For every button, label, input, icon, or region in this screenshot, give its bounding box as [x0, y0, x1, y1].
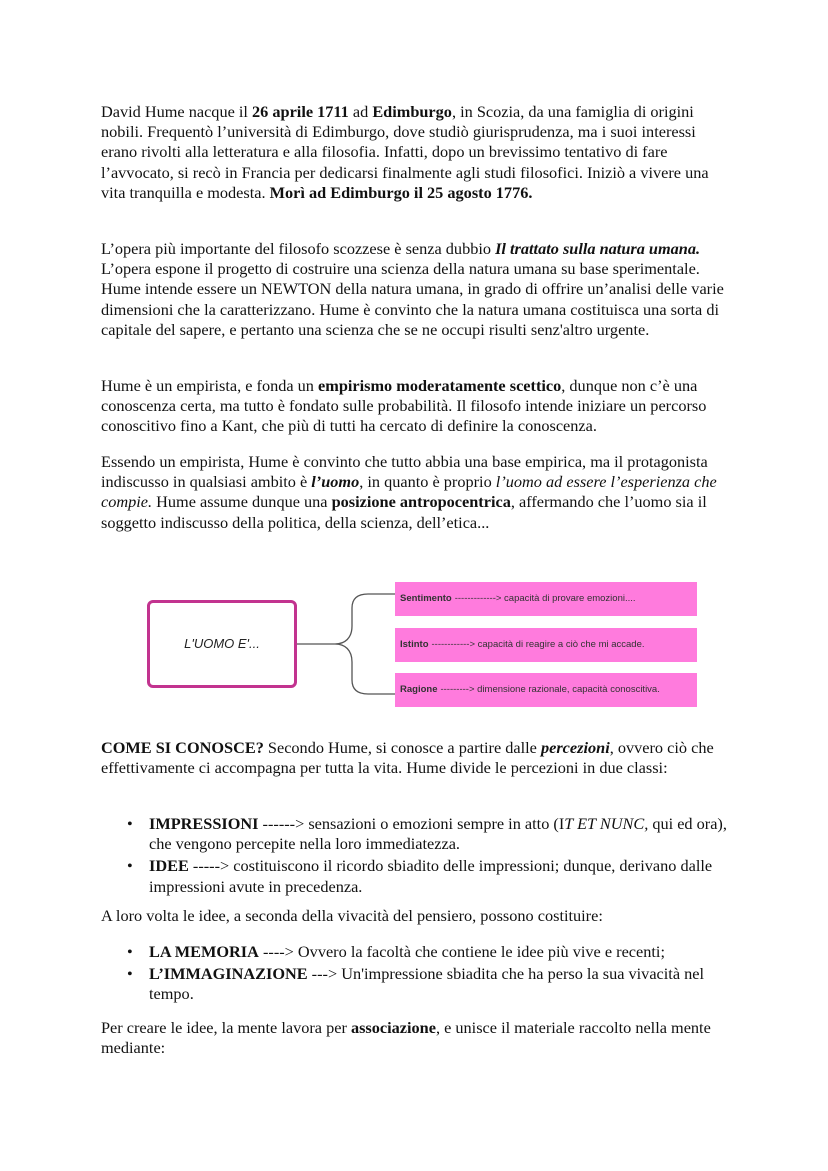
text: Essendo un empirista, Hume è convinto che tutto abbia una base empirica, ma il protagonista indiscusso in qualsiasi ambito è [101, 452, 708, 492]
term: L’IMMAGINAZIONE [149, 964, 308, 984]
branch-ragione [395, 673, 697, 707]
text: , affermando che l’uomo sia il soggetto indiscusso della politica, della scienza, dell’etica... [101, 492, 707, 532]
text: , e unisce il materiale raccolto nella mente mediante: [101, 1018, 711, 1058]
term: IMPRESSIONI [149, 814, 259, 833]
paragraph-man [101, 452, 733, 533]
emphasis: empirismo moderatamente scettico [318, 376, 562, 395]
paragraph-knowledge [101, 738, 733, 778]
emphasis: posizione antropocentrica [331, 492, 511, 512]
emphasis: percezioni [540, 738, 610, 757]
branch-istinto [395, 628, 697, 662]
text: ad [348, 102, 373, 121]
birth-place: Edimburgo [372, 102, 452, 121]
death-info: Morì ad Edimburgo il 25 agosto 1776. [269, 182, 533, 202]
center-node: L'UOMO E'... [147, 600, 297, 688]
text: Hume è un empirista, e fonda un [101, 376, 319, 395]
paragraph-empiricism [101, 376, 733, 437]
emphasis: l’uomo [311, 472, 360, 492]
text: , in quanto è proprio [359, 472, 496, 492]
ideas-list [101, 942, 733, 1007]
birth-date: 26 aprile 1711 [252, 102, 349, 121]
text: , dunque non c’è una conoscenza certa, ma tutto è fondato sulle probabilità. Il filosofo intende iniziare un percorso conoscitivo fino a Kant, che più di tutti ha cercato di definire la conoscenza. [101, 376, 707, 436]
text: qui ed ora), che vengono percepite nella loro immediatezza. [149, 814, 727, 854]
emphasis: l’uomo ad essere l’esperienza che compie. [101, 472, 717, 512]
emphasis: associazione [350, 1018, 436, 1037]
branch-label: Ragione [400, 683, 438, 695]
text: -----> costituiscono il ricordo sbiadito delle impressioni; dunque, derivano dalle impressioni avute in precedenza. [149, 856, 713, 896]
branch-text: ---------> dimensione razionale, capacità conoscitiva. [440, 683, 660, 695]
text: L’opera espone il progetto di costruire una scienza della natura umana su base sperimentale. Hume intende essere un NEWTON della natura umana, in grado di offrire un’analisi delle varie dimensioni che la caratterizzano. Hume è convinto che la natura umana costituisca una sorta di capitale del sapere, e pertanto una scienza che se ne occupi risulti senz'altro urgente. [101, 259, 724, 339]
text: Per creare le idee, la mente lavora per [101, 1018, 351, 1037]
text: ------> sensazioni o emozioni sempre in atto (I [258, 814, 565, 833]
heading: COME SI CONOSCE? [101, 738, 264, 757]
branch-sentimento [395, 582, 697, 616]
text: ---> Un'impressione sbiadita che ha perso la sua vivacità nel tempo. [149, 964, 705, 1004]
list-item [101, 942, 733, 962]
branch-label: Sentimento [400, 592, 452, 604]
paragraph-ideas: A loro volta le idee, a seconda della vivacità del pensiero, possono costituire: [101, 906, 603, 925]
paragraph-biography [101, 102, 733, 203]
list-item [101, 964, 733, 1004]
text: David Hume nacque il [101, 102, 253, 121]
text: , in Scozia, da una famiglia di origini nobili. Frequentò l’università di Edimburgo, dove studiò giurisprudenza, ma i suoi interessi erano rivolti alla letteratura e alla filosofia. Infatti, dopo un brevissimo tentativo di fare l’avvocato, si recò in Francia per dedicarsi finalmente agli studi filosofici. Iniziò a vivere una vita tranquilla e modesta. [101, 102, 709, 202]
list-item [101, 856, 733, 896]
work-title: Il trattato sulla natura umana. [495, 239, 701, 258]
emphasis: T ET NUNC, [564, 814, 649, 833]
term: LA MEMORIA [149, 942, 259, 961]
paragraph-association [101, 1018, 733, 1058]
term: IDEE [149, 856, 189, 876]
text: L’opera più importante del filosofo scozzese è senza dubbio [101, 239, 496, 258]
branch-text: ------------> capacità di reagire a ciò che mi accade. [431, 638, 645, 650]
paragraph-treatise [101, 239, 733, 340]
branch-text: -------------> capacità di provare emozioni.... [454, 592, 636, 604]
text: , ovvero ciò che effettivamente ci accompagna per tutta la vita. Hume divide le percezioni in due classi: [101, 738, 714, 778]
text: ----> Ovvero la facoltà che contiene le idee più vive e recenti; [258, 942, 665, 961]
perceptions-list [101, 814, 733, 899]
branch-label: Istinto [400, 638, 429, 650]
text: Secondo Hume, si conosce a partire dalle [263, 738, 541, 757]
text: Hume assume dunque una [152, 492, 332, 512]
mind-map-diagram [140, 578, 700, 713]
list-item [101, 814, 733, 854]
